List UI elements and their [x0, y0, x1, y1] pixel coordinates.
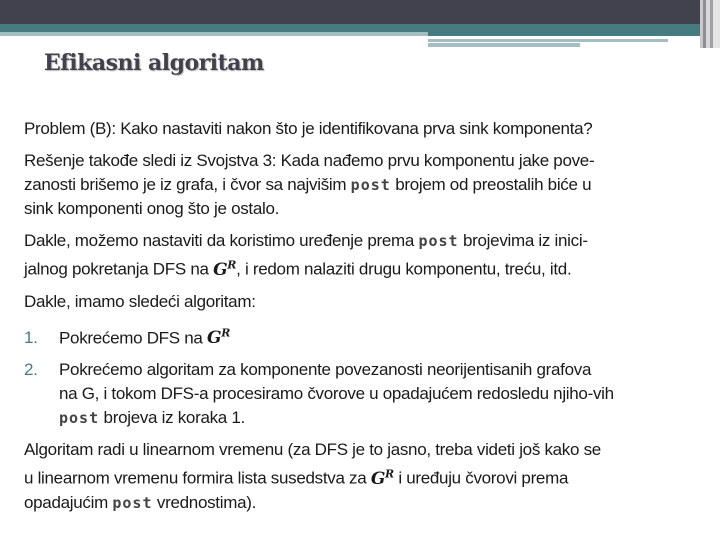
text: u linearnom vremenu formira lista susedstva za — [24, 468, 371, 488]
graph-reverse: $G^R$ — [213, 258, 237, 280]
text-line: sink komponenti onog što je ostalo. — [24, 199, 280, 218]
algorithm-intro: Dakle, imamo sledeći algoritam: — [24, 291, 256, 311]
text: brojevima iz inici- — [458, 231, 588, 250]
post-code: post — [112, 493, 153, 512]
header-edge — [700, 0, 720, 48]
list-number: 1. — [24, 328, 38, 348]
problem-label: Problem (B): — [24, 119, 121, 138]
post-code: post — [59, 409, 100, 428]
post-code: post — [350, 176, 391, 194]
continue-paragraph — [24, 229, 714, 282]
header-bar — [428, 39, 668, 42]
list-number: 2. — [24, 360, 38, 380]
header-stripe — [428, 32, 700, 36]
header-stripe — [0, 24, 700, 32]
slide-title: Efikasni algoritam — [44, 50, 264, 76]
text-line: na G, i tokom DFS-a procesiramo čvorove u opadajućem redosledu njiho-vih — [59, 384, 614, 404]
slide-body — [24, 117, 714, 523]
text: i uređuju čvorovi prema — [393, 468, 569, 488]
text: opadajućim — [24, 492, 113, 512]
text-line — [24, 253, 714, 282]
list-item — [24, 358, 714, 430]
post-code: post — [418, 232, 459, 250]
graph-reverse: $G^R$ — [370, 467, 394, 489]
graph-reverse: $G^R$ — [206, 326, 231, 349]
header-stripe-light — [0, 32, 428, 36]
text: Pokrećemo DFS na — [59, 328, 207, 348]
solution-paragraph — [24, 149, 714, 221]
header-band — [0, 0, 720, 24]
text-line: Rešenje takođe sledi iz Svojstva 3: Kada nađemo prvu komponentu jake pove- — [24, 151, 595, 170]
problem-text: Kako nastaviti nakon što je identifikovana prva sink komponenta? — [120, 119, 593, 138]
text: brojeva iz koraka 1. — [99, 408, 245, 428]
text: Pokrećemo algoritam za komponente povezanosti neorijentisanih grafova — [59, 360, 592, 380]
text-line — [24, 173, 714, 197]
text: brojem od preostalih biće u — [390, 175, 592, 194]
text-line — [24, 229, 714, 253]
header-bar — [428, 43, 580, 47]
text: zanosti brišemo je iz grafa, i čvor sa najvišim — [24, 175, 351, 194]
list-item — [24, 322, 714, 351]
text: Dakle, možemo nastaviti da koristimo uređenje prema — [24, 231, 419, 250]
text-line: Algoritam radi u linearnom vremenu (za DFS je to jasno, treba videti još kako se — [24, 440, 601, 460]
complexity-paragraph — [24, 438, 714, 515]
text: vrednostima). — [152, 492, 257, 512]
text: , i redom nalaziti drugu komponentu, treću, itd. — [236, 259, 572, 279]
problem-paragraph — [24, 117, 714, 141]
text: jalnog pokretanja DFS na — [24, 259, 214, 279]
